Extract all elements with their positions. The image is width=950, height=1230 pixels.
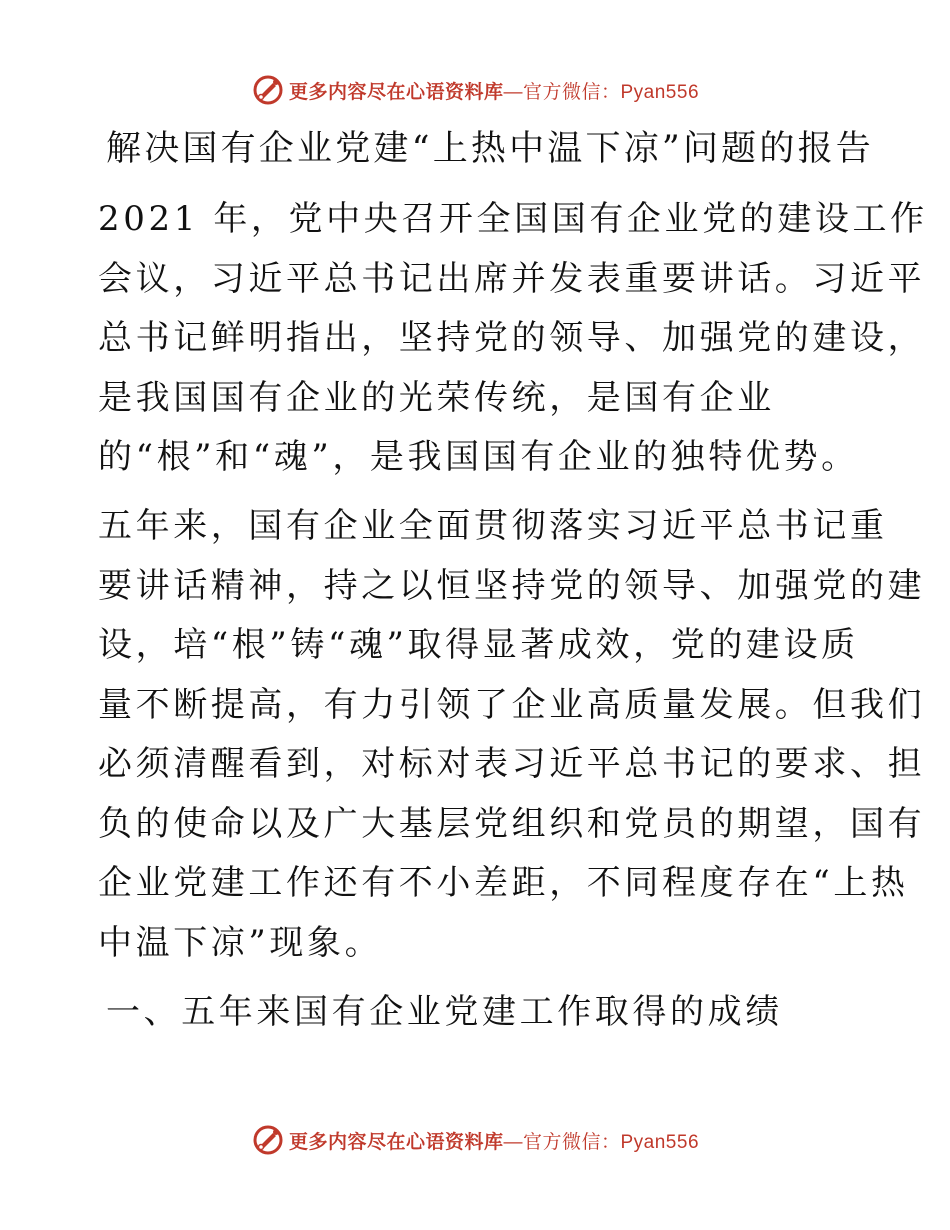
- watermark-text: [289, 77, 699, 104]
- paragraph-line: 五年来，国有企业全面贯彻落实习近平总书记重: [98, 506, 888, 546]
- paragraph-line: 必须清醒看到，对标对表习近平总书记的要求、担: [98, 744, 926, 784]
- footer-watermark: [0, 1120, 950, 1160]
- logo-icon: [251, 73, 285, 107]
- paragraph-line: 2021 年，党中央召开全国国有企业党的建设工作: [98, 199, 928, 239]
- watermark-main: 更多内容尽在心语资料库: [288, 1131, 504, 1153]
- watermark-main: 更多内容尽在心语资料库: [288, 81, 504, 103]
- section-heading: 一、五年来国有企业党建工作取得的成绩: [106, 992, 783, 1032]
- header-watermark: [0, 70, 950, 110]
- logo-icon: [251, 1123, 285, 1157]
- paragraph-line: 是我国国有企业的光荣传统，是国有企业: [98, 377, 775, 418]
- watermark-sub: —官方微信：Pyan556: [503, 81, 700, 103]
- paragraph-2: [98, 497, 926, 973]
- paragraph-line: 负的使命以及广大基层党组织和党员的期望，国有: [98, 803, 926, 844]
- paragraph-line: 的“根”和“魂”，是我国国有企业的独特优势。: [98, 437, 859, 477]
- document-title: 解决国有企业党建“上热中温下凉”问题的报告: [106, 129, 874, 169]
- watermark-text: [289, 1127, 699, 1154]
- paragraph-line: 中温下凉”现象。: [98, 922, 383, 963]
- paragraph-line: 设，培“根”铸“魂”取得显著成效，党的建设质: [98, 625, 859, 665]
- paragraph-line: 会议，习近平总书记出席并发表重要讲话。习近平: [98, 258, 926, 299]
- paragraph-line: 要讲话精神，持之以恒坚持党的领导、加强党的建: [98, 565, 926, 606]
- paragraph-1: [98, 190, 928, 488]
- paragraph-line: 总书记鲜明指出，坚持党的领导、加强党的建设，: [98, 318, 926, 358]
- paragraph-line: 量不断提高，有力引领了企业高质量发展。但我们: [98, 684, 926, 725]
- watermark-sub: —官方微信：Pyan556: [503, 1131, 700, 1153]
- paragraph-line: 企业党建工作还有不小差距，不同程度存在“上热: [98, 863, 909, 903]
